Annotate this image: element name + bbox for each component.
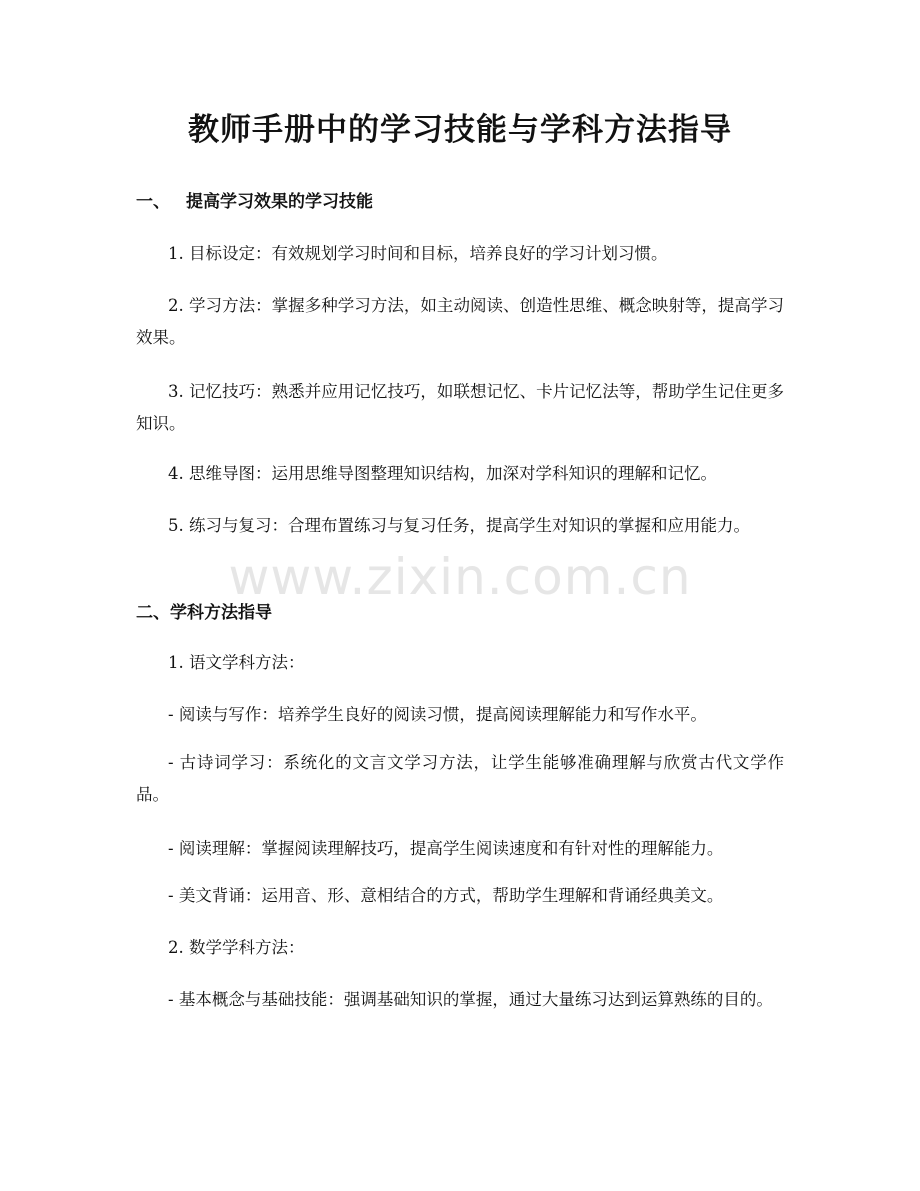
document-title: 教师手册中的学习技能与学科方法指导: [188, 112, 732, 148]
list-item: 1. 目标设定：有效规划学习时间和目标，培养良好的学习计划习惯。: [168, 244, 668, 263]
watermark: www.zixin.com.cn: [228, 548, 692, 606]
section-number: 二、: [136, 603, 170, 623]
section-number: 一、: [136, 192, 170, 212]
list-item: 3. 记忆技巧：熟悉并应用记忆技巧，如联想记忆、卡片记忆法等，帮助学生记住更多知识。: [136, 382, 784, 433]
list-item: - 美文背诵：运用音、形、意相结合的方式，帮助学生理解和背诵经典美文。: [168, 886, 724, 905]
list-item: - 古诗词学习：系统化的文言文学习方法，让学生能够准确理解与欣赏古代文学作品。: [136, 753, 784, 804]
list-item: 4. 思维导图：运用思维导图整理知识结构，加深对学科知识的理解和记忆。: [168, 464, 717, 483]
list-item: - 基本概念与基础技能：强调基础知识的掌握，通过大量练习达到运算熟练的目的。: [168, 990, 773, 1009]
section-heading-text: 提高学习效果的学习技能: [186, 192, 373, 212]
list-item: 5. 练习与复习：合理布置练习与复习任务，提高学生对知识的掌握和应用能力。: [168, 516, 750, 535]
list-item: 1. 语文学科方法：: [168, 653, 305, 672]
list-item: - 阅读理解：掌握阅读理解技巧，提高学生阅读速度和有针对性的理解能力。: [168, 839, 724, 858]
list-item: 2. 数学学科方法：: [168, 938, 305, 957]
section-heading-2: [136, 601, 786, 625]
section-heading-1: [136, 190, 786, 214]
list-item: 2. 学习方法：掌握多种学习方法，如主动阅读、创造性思维、概念映射等，提高学习效果。: [136, 296, 784, 347]
list-item: - 阅读与写作：培养学生良好的阅读习惯，提高阅读理解能力和写作水平。: [168, 705, 707, 724]
section-heading-text: 学科方法指导: [170, 603, 272, 623]
